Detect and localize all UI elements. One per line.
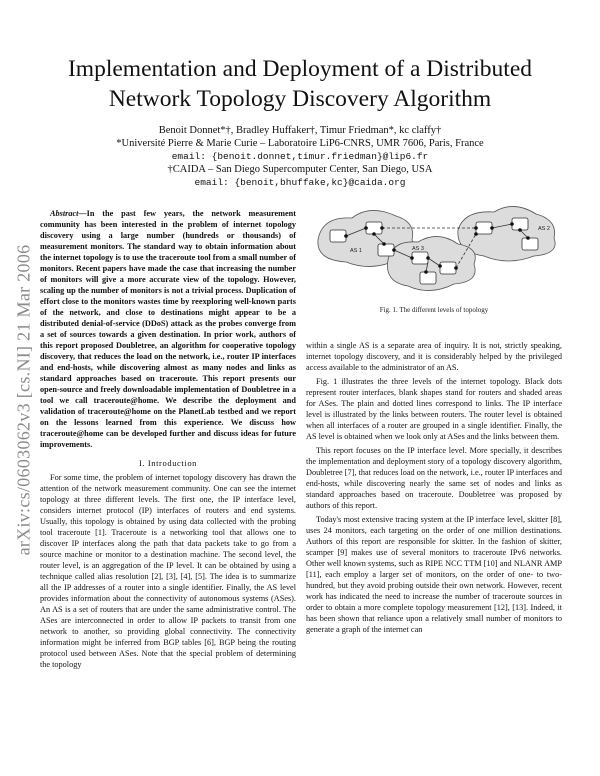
abstract-text: —In the past few years, the network measurement community has been interested in the problem of internet topology discovery using a large number (hundreds or thousands) of measurement monitors. The standard way to obtain information about the internet topology is to use the traceroute tool from a small number of monitors. Recent papers have made the case that increasing the number of monitors will give a more accurate view of the topology. However, scaling up the number of monitors is not a trivial process. Duplication of effort close to the monitors wastes time by reexploring well-known parts of the network, and close to destinations might appear to be a distributed denial-of-service (DDoS) attack as the probes converge from a set of sources towards a given destination. In prior work, authors of this report proposed Doubletree, an algorithm for cooperative topology discovery, that reduces the load on the network, i.e., router IP interfaces and end-hosts, while discovering almost as many nodes and links as standard approaches based on traceroute. This report presents our open-source and freely downloadable implementation of Doubletree in a tool we call traceroute@home. We describe the deployment and validation of traceroute@home on the PlanetLab testbed and we report on the lessons learned from this experience. We discuss how traceroute@home can be developed further and discuss ideas for future improvements. <box>40 209 296 449</box>
topology-figure <box>308 200 560 304</box>
affiliation-1: *Université Pierre & Marie Curie – Laboratoire LiP6-CNRS, UMR 7606, Paris, France <box>116 138 484 149</box>
right-paragraph-1: within a single AS is a separate area of inquiry. It is not, strictly speaking, internet topology discovery, and it is considerably helped by the privileged access available to the administrator of an AS. <box>306 341 562 372</box>
figure-caption: Fig. 1. The different levels of topology <box>379 306 489 314</box>
abstract <box>40 208 296 450</box>
section-heading: I. Introduction <box>138 458 198 468</box>
paper-title <box>40 54 560 114</box>
as1-label: AS 1 <box>350 248 362 254</box>
title-line-2: Network Topology Discovery Algorithm <box>108 86 492 112</box>
author-names: Benoit Donnet*†, Bradley Huffaker†, Timur Friedman*, kc claffy† <box>158 125 442 136</box>
left-column <box>40 208 296 673</box>
as3-label: AS 3 <box>412 246 424 252</box>
right-paragraph-3: This report focuses on the IP interface level. More specially, it describes the implementation and deployment story of a topology discovery algorithm, Doubletree [7], that reduces load on the network, i.e., router IP interfaces and end-hosts, while discovering nearly the same set of nodes and links as standard approaches based on traceroute. Doubletree was proposed by authors of this report. <box>306 446 562 510</box>
right-paragraph-4: Today's most extensive tracing system at the IP interface level, skitter [8], uses 24 monitors, each targeting on the order of one million destinations. Authors of this report are responsible for skitter. In the fashion of skitter, scamper [9] makes use of several monitors to traceroute IPv6 networks. Other well known systems, such as RIPE NCC TTM [10] and NLANR AMP [11], each employ a larger set of monitors, on the order of one- to two-hundred, but they avoid probing outside their own network. However, recent work has indicated the need to increase the number of traceroute sources in order to obtain a more complete topology measurement [12], [13]. Indeed, it has been shown that reliance upon a relatively small number of monitors to generate a graph of the internet can <box>306 515 562 634</box>
email-1: email: {benoit.donnet,timur.friedman}@lip6.fr <box>171 151 429 162</box>
author-block <box>0 124 600 189</box>
right-paragraph-2: Fig. 1 illustrates the three levels of the internet topology. Black dots represent router interfaces, blank shapes stand for routers and shaded areas for ASes. The plain and dotted lines correspond to links. The IP interface level is illustrated by the links between routers. The router level is obtained when all interfaces of a router are grouped in a single identifier. Finally, the AS level is obtained when we look only at ASes and the links between them. <box>306 377 562 441</box>
as2-label: AS 2 <box>538 226 550 232</box>
affiliation-2: †CAIDA – San Diego Supercomputer Center, San Diego, USA <box>167 164 433 175</box>
abstract-label: Abstract <box>50 209 79 218</box>
email-2: email: {benoit,bhuffake,kc}@caida.org <box>194 177 406 188</box>
title-line-1: Implementation and Deployment of a Distributed <box>67 56 532 82</box>
right-column <box>306 340 562 638</box>
intro-paragraph-1: For some time, the problem of internet topology discovery has drawn the attention of the network measurement community. One can see the internet topology at three different levels. The first one, the IP interface level, considers internet protocol (IP) interfaces of routers and end systems. Usually, this topology is obtained by using data collected with the probing tool traceroute [1]. Traceroute is a networking tool that allows one to discover IP interfaces along the path that data packets take to go from a source machine or monitor to a destination machine. The second level, the router level, is an aggregation of the IP level. It can be obtained by using a technique called alias resolution [2], [3], [4], [5]. The idea is to summarize all the IP addresses of a router into a single identifier. Finally, the AS level provides information about the connectivity of autonomous systems (ASes). An AS is a set of routers that are under the same administrative control. The ASes are interconnected in order to allow IP packets to transit from one network to another, so providing global connectivity. The connectivity information might be inferred from BGP tables [6], BGP being the routing protocol used between ASes. Note that the special problem of determining the topology <box>40 473 296 669</box>
arxiv-sidebar-stamp <box>14 190 34 610</box>
arxiv-id: arXiv:cs/0603062v3 [cs.NI] 21 Mar 2006 <box>13 244 34 556</box>
